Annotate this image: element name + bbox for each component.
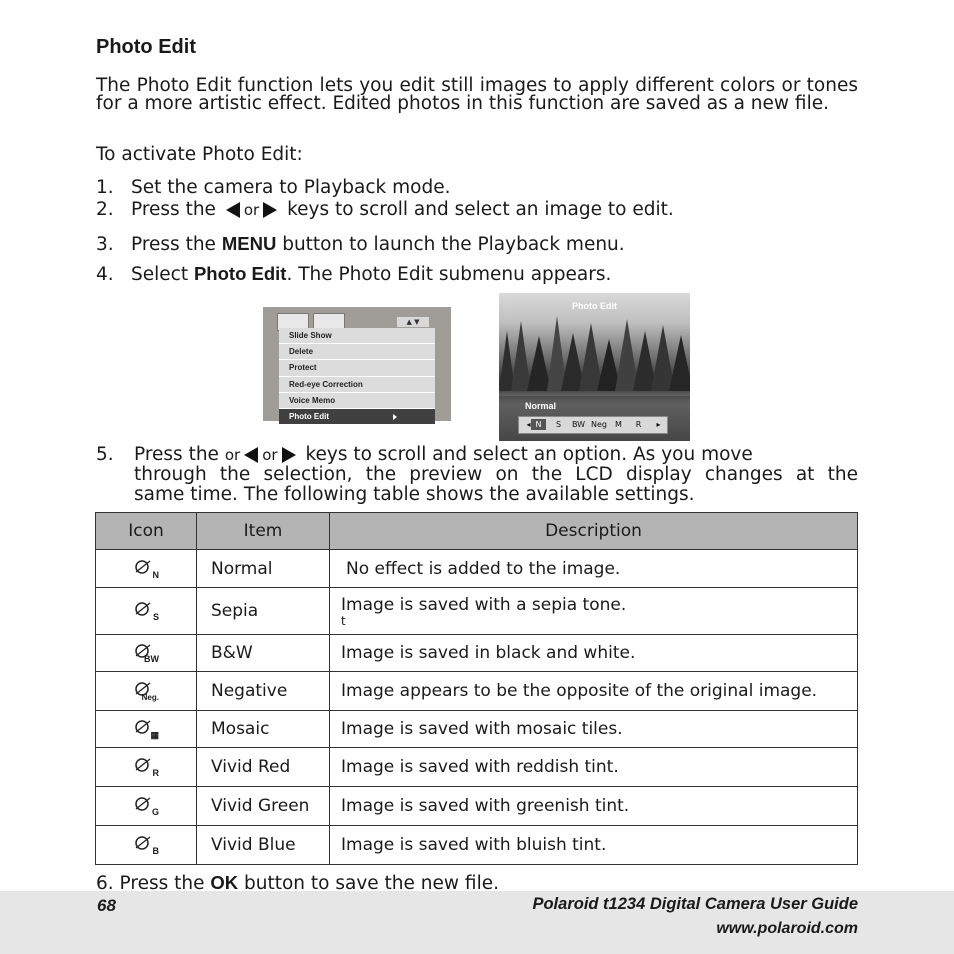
table-row (96, 711, 858, 748)
step-text: Press the (131, 199, 216, 220)
table-cell-description: Image is saved with greenish tint. (330, 787, 858, 826)
icon-letter: BW (144, 654, 159, 664)
step-text: keys to scroll and select an image to edit. (287, 199, 674, 220)
right-arrow-icon (263, 202, 277, 218)
step-text: button to launch the Playback menu. (282, 234, 625, 255)
right-arrow-icon: ▸ (656, 420, 661, 429)
step-number: 5. (96, 444, 114, 465)
bw-effect-icon (133, 642, 159, 664)
vivid-red-effect-icon (133, 756, 159, 778)
forest-photo (499, 311, 690, 391)
vivid-blue-effect-icon (133, 834, 159, 856)
column-header-icon: Icon (96, 513, 197, 550)
menu-list (279, 328, 435, 425)
step-3 (96, 233, 625, 255)
settings-table (95, 512, 858, 865)
or-text: or (224, 446, 241, 464)
menu-item-protect: Protect (279, 360, 435, 376)
negative-effect-icon: Neg (591, 420, 607, 429)
step-text: . The Photo Edit submenu appears. (286, 264, 612, 285)
left-arrow-icon: ◂ (526, 420, 531, 429)
step-4 (96, 263, 611, 285)
icon-letter: R (152, 768, 159, 778)
step-text: Press the (134, 444, 219, 465)
ok-button-label: OK (210, 872, 239, 893)
table-row (96, 787, 858, 826)
icon-letter: S (152, 612, 159, 622)
up-down-arrows-icon: ▲ ▼ (397, 317, 429, 327)
icon-letter: Neg. (141, 693, 159, 702)
or-text: or (262, 446, 278, 464)
menu-button-label: MENU (221, 233, 277, 254)
table-cell-icon (96, 672, 197, 711)
left-arrow-icon (226, 202, 240, 218)
icon-letter: ▦ (150, 730, 159, 740)
table-cell-item: Vivid Green (197, 787, 330, 826)
step-1 (96, 177, 450, 198)
step-text: Set the camera to Playback mode. (131, 177, 451, 198)
table-cell-icon (96, 748, 197, 787)
table-row (96, 748, 858, 787)
menu-item-red-eye: Red-eye Correction (279, 377, 435, 393)
step-text: Press the (119, 873, 205, 894)
table-row (96, 672, 858, 711)
menu-item-label: Photo Edit (289, 411, 329, 421)
guide-title: Polaroid t1234 Digital Camera User Guide (532, 895, 858, 913)
table-cell-description: Image appears to be the opposite of the original image. (330, 672, 858, 711)
page-number: 68 (97, 896, 116, 915)
table-cell-item: Mosaic (197, 711, 330, 748)
activate-text: To activate Photo Edit: (96, 144, 303, 165)
menu-item-photo-edit (279, 409, 435, 425)
vivid-green-effect-icon (133, 795, 159, 817)
menu-item-voice-memo: Voice Memo (279, 393, 435, 409)
step-number: 1. (96, 177, 114, 198)
photo-edit-label: Photo Edit (193, 263, 287, 284)
icon-letter: B (152, 846, 159, 856)
website-url: www.polaroid.com (716, 920, 858, 937)
intro-paragraph: The Photo Edit function lets you edit still images to apply different colors or tones for a more artistic effect. Edited photos in this function are saved as a new file. (96, 75, 858, 114)
normal-effect-icon (133, 558, 159, 580)
table-cell-icon (96, 787, 197, 826)
playback-menu-screenshot (263, 307, 451, 421)
step-5-line-3: same time. The following table shows the available settings. (134, 484, 695, 505)
menu-item-delete: Delete (279, 344, 435, 360)
step-5 (96, 444, 753, 465)
table-row (96, 550, 858, 588)
step-text: Press the (131, 234, 216, 255)
bw-effect-icon: BW (571, 420, 586, 429)
table-cell-description: Image is saved with reddish tint. (330, 748, 858, 787)
step-text: Select (131, 264, 189, 285)
table-cell-item: Negative (197, 672, 330, 711)
table-cell-description: Image is saved with bluish tint. (330, 826, 858, 865)
table-cell-description (330, 588, 858, 635)
table-cell-description: No effect is added to the image. (330, 550, 858, 588)
step-text: button to save the new file. (244, 873, 499, 894)
column-header-item: Item (197, 513, 330, 550)
normal-effect-icon: N (531, 419, 546, 430)
step-5-line-2: through the selection, the preview on the LCD display changes at the (134, 464, 858, 485)
description-text: Image is saved with a sepia tone. (341, 595, 627, 615)
step-text: keys to scroll and select an option. As you move (305, 444, 753, 465)
left-arrow-icon (244, 447, 258, 463)
table-row (96, 826, 858, 865)
icon-letter: G (151, 807, 159, 817)
photo-edit-screenshot (499, 293, 690, 441)
step-6 (96, 872, 499, 894)
table-cell-item: Vivid Red (197, 748, 330, 787)
table-row (96, 588, 858, 635)
column-header-description: Description (330, 513, 858, 550)
negative-effect-icon (133, 680, 159, 702)
step-2 (96, 199, 674, 220)
table-cell-icon (96, 550, 197, 588)
table-cell-icon (96, 588, 197, 635)
submenu-arrow-icon (393, 414, 397, 420)
table-cell-icon (96, 711, 197, 748)
table-cell-icon (96, 826, 197, 865)
mosaic-effect-icon (133, 718, 159, 740)
table-cell-item: Vivid Blue (197, 826, 330, 865)
step-number: 3. (96, 234, 114, 255)
or-text: or (243, 201, 260, 219)
table-header-row (96, 513, 858, 550)
current-option: Normal (525, 401, 557, 411)
effect-icon-strip (518, 416, 668, 434)
vivid-red-effect-icon: R (635, 420, 642, 429)
menu-item-slide-show: Slide Show (279, 328, 435, 344)
right-arrow-icon (282, 447, 296, 463)
table-cell-description: Image is saved with mosaic tiles. (330, 711, 858, 748)
photo-edit-title: Photo Edit (572, 301, 617, 311)
sepia-effect-icon: S (555, 420, 562, 429)
description-extra: t (341, 614, 346, 628)
table-cell-item: Sepia (197, 588, 330, 635)
sepia-effect-icon (133, 600, 159, 622)
table-cell-icon (96, 635, 197, 672)
mosaic-effect-icon: M (615, 420, 622, 429)
step-number: 6. (96, 873, 114, 894)
table-row (96, 635, 858, 672)
table-cell-item: B&W (197, 635, 330, 672)
table-cell-item: Normal (197, 550, 330, 588)
table-cell-description: Image is saved in black and white. (330, 635, 858, 672)
icon-letter: N (152, 569, 159, 580)
page-title: Photo Edit (96, 36, 196, 58)
step-number: 4. (96, 264, 114, 285)
step-number: 2. (96, 199, 114, 220)
